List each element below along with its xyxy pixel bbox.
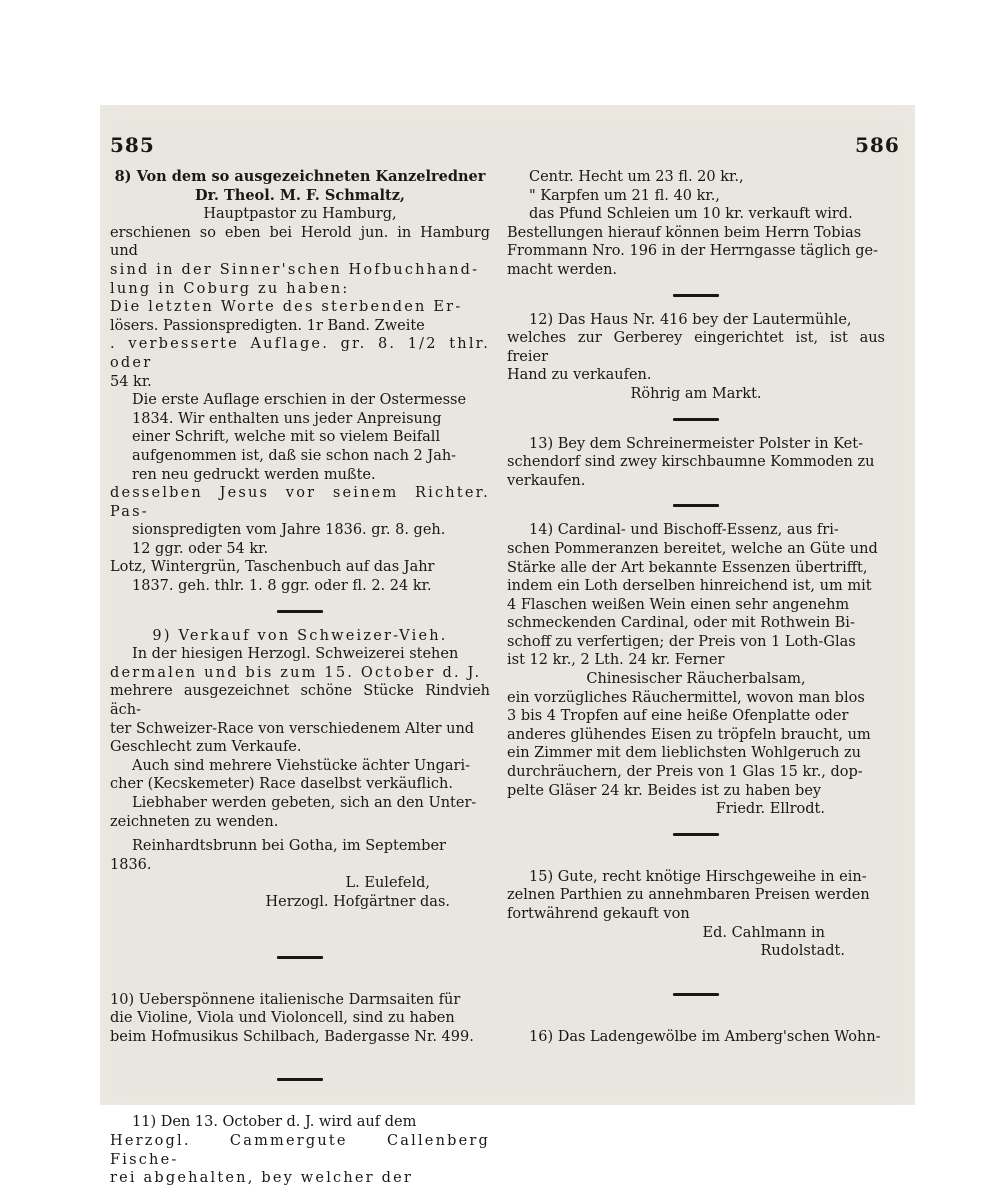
section-divider xyxy=(277,1078,323,1081)
text-line: In der hiesigen Herzogl. Schweizerei stehen xyxy=(132,646,459,663)
notice-11 xyxy=(110,1113,490,1187)
text-line: cher (Kecskemeter) Race daselbst verkäuflich. xyxy=(110,776,453,793)
text-line: welches zur Gerberey eingerichtet ist, ist aus freier xyxy=(507,330,885,365)
text-line: Liebhaber werden gebeten, sich an den Unter- xyxy=(132,795,477,811)
text-line: Hand zu verkaufen. xyxy=(507,367,652,384)
text-line: Bestellungen hierauf können beim Herrn Tobias xyxy=(507,224,862,241)
notice-10 xyxy=(110,991,490,1047)
text-line: Reinhardtsbrunn bei Gotha, im September xyxy=(132,838,446,855)
notice-8-title: 8) Von dem so ausgezeichneten Kanzelredner xyxy=(114,168,486,185)
text-line: erschienen so eben bei Herold jun. in Hamburg und xyxy=(110,224,490,260)
text-line: aufgenommen ist, daß sie schon nach 2 Jah- xyxy=(132,447,457,464)
notice-11-continued xyxy=(507,168,885,280)
right-column xyxy=(507,168,885,1046)
text-line: schoff zu verfertigen; der Preis von 1 Loth-Glas xyxy=(507,633,856,650)
text-line: Die letzten Worte des sterbenden Er- xyxy=(110,299,463,316)
text-line: fortwährend gekauft von xyxy=(507,906,690,922)
section-divider xyxy=(673,993,719,996)
notice-9-title: 9) Verkauf von Schweizer-Vieh. xyxy=(152,627,448,644)
text-line: rei abgehalten, bey welcher der xyxy=(110,1170,414,1187)
text-line: 14) Cardinal- und Bischoff-Essenz, aus fri- xyxy=(529,522,839,539)
text-line: 11) Den 13. October d. J. wird auf dem xyxy=(132,1114,417,1131)
text-line: Centr. Hecht um 23 fl. 20 kr., xyxy=(529,169,744,185)
notice-15-signature: Ed. Cahlmann in xyxy=(702,924,825,941)
text-line: durchräuchern, der Preis von 1 Glas 15 kr., dop- xyxy=(507,764,863,781)
section-divider xyxy=(673,418,719,421)
section-divider xyxy=(673,833,719,836)
text-line: ein Zimmer mit dem lieblichsten Wohlgeruch zu xyxy=(507,745,862,762)
text-line: anderes glühendes Eisen zu tröpfeln braucht, um xyxy=(507,726,871,743)
text-line: ter Schweizer-Race von verschiedenem Alter und xyxy=(110,720,475,737)
notice-12 xyxy=(507,311,885,404)
text-line: Geschlecht zum Verkaufe. xyxy=(110,739,302,756)
section-divider xyxy=(277,956,323,959)
text-line: verkaufen. xyxy=(507,472,586,489)
text-line: desselben Jesus vor seinem Richter. Pas- xyxy=(110,485,490,520)
text-line: 12) Das Haus Nr. 416 bey der Lautermühle, xyxy=(529,311,852,328)
text-line: zeichneten zu wenden. xyxy=(110,813,279,830)
text-line: Frommann Nro. 196 in der Herrngasse täglich ge- xyxy=(507,243,879,260)
text-line: ist 12 kr., 2 Lth. 24 kr. Ferner xyxy=(507,652,725,669)
text-line: dermalen und bis zum 15. October d. J. xyxy=(110,664,482,681)
text-line: indem ein Loth derselben hinreichend ist, um mit xyxy=(507,578,872,595)
notice-8-author: Dr. Theol. M. F. Schmaltz, xyxy=(195,186,405,204)
text-line: ren neu gedruckt werden mußte. xyxy=(132,466,376,483)
text-line: 1837. geh. thlr. 1. 8 ggr. oder fl. 2. 24 kr. xyxy=(132,578,432,595)
notice-8-role: Hauptpastor zu Hamburg, xyxy=(203,206,397,223)
text-line: 12 ggr. oder 54 kr. xyxy=(132,540,269,557)
text-line: schmeckenden Cardinal, oder mit Rothwein Bi- xyxy=(507,615,855,632)
text-line: sind in der Sinner'schen Hofbuchhand- xyxy=(110,261,480,278)
section-divider xyxy=(277,610,323,613)
text-line: schen Pommeranzen bereitet, welche an Güte und xyxy=(507,540,878,557)
text-line: 1836. xyxy=(110,856,152,873)
text-line: Chinesischer Räucherbalsam, xyxy=(586,671,806,688)
notice-14 xyxy=(507,521,885,819)
text-line: 13) Bey dem Schreinermeister Polster in Ket- xyxy=(529,435,863,452)
page-number-left: 585 xyxy=(110,133,155,157)
left-column xyxy=(110,168,490,1188)
text-line: Lotz, Wintergrün, Taschenbuch auf das Jahr xyxy=(110,559,435,576)
text-line: die Violine, Viola und Violoncell, sind zu haben xyxy=(110,1010,455,1027)
notice-15 xyxy=(507,868,885,961)
text-line: macht werden. xyxy=(507,261,618,278)
text-line: 15) Gute, recht knötige Hirschgeweihe in ein- xyxy=(529,868,867,885)
text-line: 54 kr. xyxy=(110,373,152,390)
text-line: 1834. Wir enthalten uns jeder Anpreisung xyxy=(132,410,442,427)
notice-12-signature: Röhrig am Markt. xyxy=(630,385,762,402)
notice-16 xyxy=(507,1028,885,1047)
text-line: " Karpfen um 21 fl. 40 kr., xyxy=(529,187,720,204)
notice-13 xyxy=(507,435,885,491)
text-line: zelnen Parthien zu annehmbaren Preisen werden xyxy=(507,887,870,904)
notice-9-signature: L. Eulefeld, xyxy=(345,875,430,892)
section-divider xyxy=(673,294,719,297)
text-line: mehrere ausgezeichnet schöne Stücke Rindvieh äch- xyxy=(110,683,490,719)
text-line: Die erste Auflage erschien in der Ostermesse xyxy=(132,392,467,409)
text-line: pelte Gläser 24 kr. Beides ist zu haben bey xyxy=(507,782,822,799)
text-line: einer Schrift, welche mit so vielem Beifall xyxy=(132,429,441,446)
text-line: 10) Ueberspönnene italienische Darmsaiten für xyxy=(110,991,461,1008)
text-line: schendorf sind zwey kirschbaumne Kommoden zu xyxy=(507,454,875,471)
text-line: lung in Coburg zu haben: xyxy=(110,280,350,297)
text-line: Stärke alle der Art bekannte Essenzen übertrifft, xyxy=(507,559,868,576)
text-line: 3 bis 4 Tropfen auf eine heiße Ofenplatte oder xyxy=(507,708,849,725)
text-line: . verbesserte Auflage. gr. 8. 1/2 thlr. oder xyxy=(110,336,490,371)
text-line: 4 Flaschen weißen Wein einen sehr angenehm xyxy=(507,596,850,613)
page-number-right: 586 xyxy=(855,133,900,157)
text-line: Herzogl. Cammergute Callenberg Fische- xyxy=(110,1132,490,1168)
notice-8 xyxy=(110,168,490,596)
notice-9 xyxy=(110,627,490,912)
text-line: lösers. Passionspredigten. 1r Band. Zweite xyxy=(110,317,425,334)
text-line: sionspredigten vom Jahre 1836. gr. 8. geh. xyxy=(132,522,446,539)
notice-15-signature-place: Rudolstadt. xyxy=(760,943,845,960)
text-line: das Pfund Schleien um 10 kr. verkauft wird. xyxy=(529,206,853,223)
text-line: beim Hofmusikus Schilbach, Badergasse Nr. 499. xyxy=(110,1028,474,1045)
text-line: 16) Das Ladengewölbe im Amberg'schen Wohn- xyxy=(529,1028,881,1045)
notice-14-signature: Friedr. Ellrodt. xyxy=(715,801,825,818)
text-line: ein vorzügliches Räuchermittel, wovon man blos xyxy=(507,689,865,706)
notice-9-signature-title: Herzogl. Hofgärtner das. xyxy=(265,893,450,910)
text-line: Auch sind mehrere Viehstücke ächter Ungari- xyxy=(132,757,470,774)
section-divider xyxy=(673,504,719,507)
